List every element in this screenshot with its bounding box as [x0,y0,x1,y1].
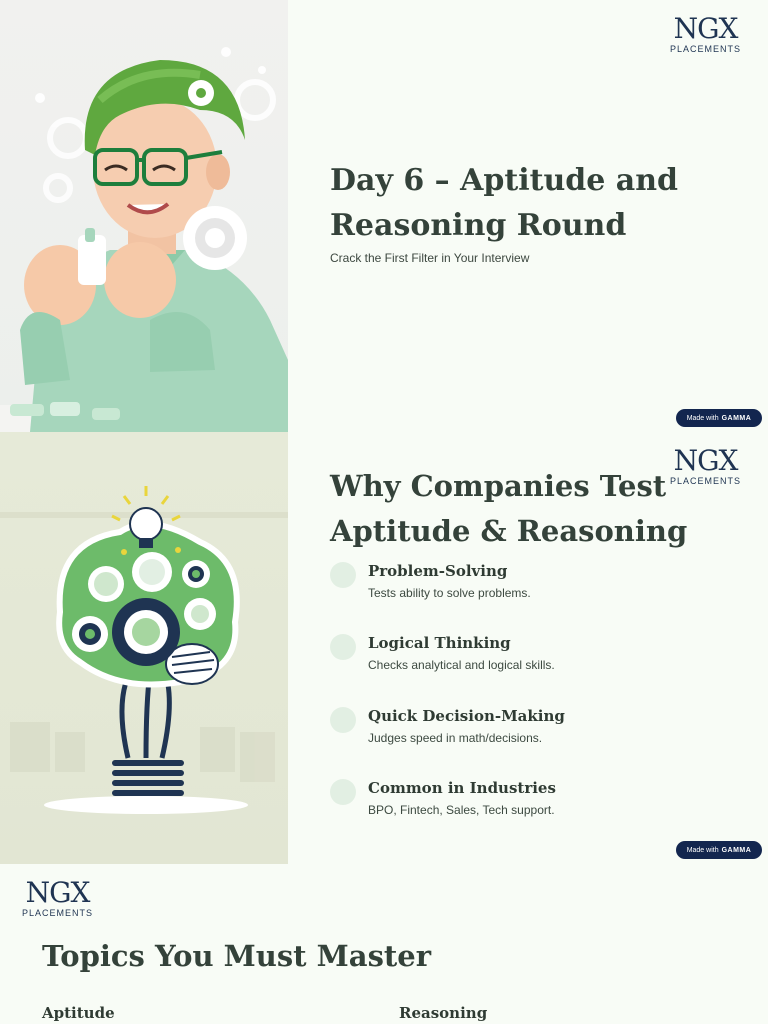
logo-mark: NGX [673,12,738,45]
logo-mark: NGX [25,876,90,909]
reason-desc: Judges speed in math/decisions. [368,731,543,745]
slide-2 [0,432,768,864]
bullet-dot-icon [330,562,356,588]
title-line-2: Reasoning Round [330,208,627,243]
title-line-2: Aptitude & Reasoning [330,514,688,548]
bullet-dot-icon [330,707,356,733]
bullet-dot-icon [330,634,356,660]
slide-2-title [330,464,687,554]
made-with-gamma-badge[interactable] [676,409,762,427]
badge-made-with: Made with [686,414,719,422]
reason-item [330,562,750,622]
reason-desc: BPO, Fintech, Sales, Tech support. [368,803,555,817]
column-heading-aptitude: Aptitude [42,1004,115,1022]
ngx-logo [22,878,93,918]
logo-sub: PLACEMENTS [670,44,742,54]
lightbulb-gears-illustration [0,432,288,864]
logo-sub: PLACEMENTS [670,476,742,486]
hero-illustration-student [0,0,288,432]
reason-title: Quick Decision-Making [368,707,565,725]
slide-1 [0,0,768,432]
badge-gamma: GAMMA [721,414,752,422]
badge-gamma: GAMMA [721,846,752,854]
made-with-gamma-badge[interactable] [676,841,762,859]
reason-item [330,779,750,839]
bullet-dot-icon [330,779,356,805]
slide-1-title [330,158,678,248]
ngx-logo [670,14,741,54]
slide-1-subtitle: Crack the First Filter in Your Interview [330,251,530,265]
badge-made-with: Made with [686,846,719,854]
reason-item [330,707,750,767]
reason-desc: Tests ability to solve problems. [368,586,531,600]
reason-item [330,634,750,694]
slide-3 [0,864,768,1024]
title-line-1: Day 6 – Aptitude and [330,163,679,198]
reason-title: Common in Industries [368,779,556,797]
logo-sub: PLACEMENTS [22,908,94,918]
reason-title: Problem-Solving [368,562,508,580]
reason-desc: Checks analytical and logical skills. [368,658,555,672]
column-heading-reasoning: Reasoning [399,1004,488,1022]
slide-3-title: Topics You Must Master [42,939,432,973]
reason-title: Logical Thinking [368,634,511,652]
title-line-1: Why Companies Test [330,469,667,503]
logo-mark: NGX [673,444,738,477]
